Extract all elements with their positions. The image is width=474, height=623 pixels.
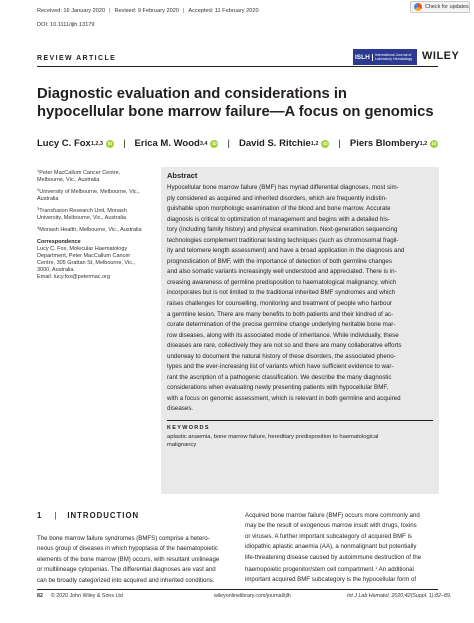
orcid-icon[interactable]: iD xyxy=(431,140,437,146)
affiliation-text: Peter MacCallum Cancer Centre, Melbourne, Vic., Australia xyxy=(37,170,121,183)
abstract-line: ply considered as acquired and inherited disorders, which are frequently indistin- xyxy=(167,194,388,202)
journal-url[interactable]: wileyonlinelibrary.com/journal/ijlh xyxy=(214,593,291,599)
orcid-icon[interactable]: iD xyxy=(212,140,217,146)
abstract-line: incorporates but is not limited to the traditional inherited BMF syndromes and which xyxy=(167,289,396,297)
author-list xyxy=(37,138,438,149)
abstract-box xyxy=(161,167,439,494)
journal-abbrev: ISLH xyxy=(355,54,373,61)
correspondence-heading: Correspondence xyxy=(37,239,81,245)
author-affil-sup: 1,2 xyxy=(310,140,319,147)
abstract-line: diseases. xyxy=(167,405,194,413)
abstract-line: creasing awareness of germline predisposition to haematological malignancy, which xyxy=(167,278,397,286)
doi[interactable]: DOI: 10.1111/ijlh.13179 xyxy=(37,22,95,28)
section-separator: | xyxy=(54,511,58,520)
orcid-icon[interactable]: iD xyxy=(323,140,328,146)
received-date: Received: 16 January 2020 xyxy=(37,8,106,14)
abstract-line: tory (including family history) and physical examination. Next-generation sequencing xyxy=(167,226,398,234)
abstract-line: curate determination of the precise germline change underlying heritable bone mar- xyxy=(167,321,396,329)
author-name[interactable]: David S. Ritchie xyxy=(238,138,311,149)
affiliation xyxy=(37,167,145,184)
author-separator: | xyxy=(227,138,230,149)
abstract-line: prognostication of BMF, with the importance of detection of both germline changes xyxy=(167,257,392,265)
keywords-line: aplastic anaemia, bone marrow failure, hereditary predisposition to haematological xyxy=(167,434,379,441)
body-column-right xyxy=(245,511,438,586)
keywords-text xyxy=(167,433,433,449)
abstract-line: row diseases, along with its associated mode of inheritance. While individually, these xyxy=(167,331,399,339)
orcid-icon[interactable]: iD xyxy=(107,140,113,146)
article-dates: Received: 16 January 2020 | Revised: 9 February 2020 | Accepted: 11 February 2020 xyxy=(37,8,259,14)
abstract-line: considerations when evaluating newly presenting patients with hypocellular BMF, xyxy=(167,384,389,392)
body-line: Acquired bone marrow failure (BMF) occurs more commonly and xyxy=(245,512,420,519)
author-affil-sup: 3,4 xyxy=(199,140,208,147)
abstract-line: technologies complement traditional testing techniques (such as chromosomal fragil- xyxy=(167,236,399,244)
revised-date: Revised: 9 February 2020 xyxy=(114,8,179,14)
body-line: can be broadly categorized into acquired and inherited conditions. xyxy=(37,576,215,584)
body-line: neous group of diseases in which hypoplasia of the haematopoietic xyxy=(37,545,218,553)
affiliation-text: Monash Health, Melbourne, Vic., Australia xyxy=(39,227,142,233)
affiliation-text: Transfusion Research Unit, Monash University, Melbourne, Vic., Australia xyxy=(37,208,127,221)
author-separator: | xyxy=(338,138,341,149)
body-text: An additional xyxy=(377,566,414,574)
correspondence-line: Lucy C. Fox, Molecular Haematology xyxy=(37,246,128,252)
section-number: 1 xyxy=(37,511,43,520)
body-line: or viruses. A further important subcategory of acquired BMF is xyxy=(245,532,412,540)
affiliations-sidebar xyxy=(37,167,145,281)
keywords-rule xyxy=(167,420,433,421)
affiliation-num: 3 xyxy=(37,206,40,211)
author-name[interactable]: Erica M. Wood xyxy=(134,138,200,149)
accepted-date: Accepted: 11 February 2020 xyxy=(188,8,259,14)
journal-logo xyxy=(353,49,417,65)
body-line: elements of the bone marrow (BM) occurs, with resultant unilineage xyxy=(37,555,220,563)
check-updates-label: Check for updates xyxy=(425,4,469,10)
correspondence-line: 3000, Australia. xyxy=(37,267,75,273)
abstract-line: underway to document the natural history of these disorders, the associated pheno- xyxy=(167,352,396,360)
journal-name-line1: International Journal of xyxy=(374,52,412,57)
abstract-line: types and the ever-increasing list of variants which have sufficient evidence to war- xyxy=(167,363,394,371)
body-line: The bone marrow failure syndromes (BMFS) comprise a hetero- xyxy=(37,535,210,542)
copyright: © 2020 John Wiley & Sons Ltd xyxy=(50,593,123,599)
citation: Int J Lab Hematol. 2020;42(Suppl. 1):82–89. xyxy=(347,593,452,599)
abstract-line: rant the ascription of a pathogenic classification. We describe the many diagnostic xyxy=(167,373,392,381)
abstract-line: Hypocellular bone marrow failure (BMF) has myriad differential diagnoses, most sim- xyxy=(167,184,399,191)
correspondence-line: Centre, 305 Grattan St, Melbourne, Vic., xyxy=(37,260,136,266)
affiliation-text: University of Melbourne, Melbourne, Vic., Australia xyxy=(37,189,140,202)
keywords-line: malignancy xyxy=(167,442,197,449)
abstract-heading: Abstract xyxy=(167,171,198,180)
footer-rule xyxy=(37,589,438,590)
reference-sup[interactable]: 1 xyxy=(375,565,378,571)
body-line: idiopathic aplastic anaemia (AA), a nonmalignant but potentially xyxy=(245,543,417,551)
body-line: important acquired BMF subcategory is the hypocellular form of xyxy=(245,576,417,584)
affiliation xyxy=(37,205,145,222)
body-column-left xyxy=(37,534,230,586)
author-name[interactable]: Piers Blombery xyxy=(349,138,420,149)
abstract-line: diseases are rare, collectively they are not so and there are many collaborative efforts xyxy=(167,342,402,350)
abstract-line: with a focus on genomic assessment, which is relevant in both germline and acquired xyxy=(167,394,401,402)
affiliation-num: 4 xyxy=(37,225,40,230)
abstract-line: diagnosis is critical to optimization of management and begins with a detailed his- xyxy=(167,215,390,223)
article-type: REVIEW ARTICLE xyxy=(37,55,117,62)
correspondence-email[interactable]: Email: lucy.fox@petermac.org xyxy=(37,274,111,280)
author-separator: | xyxy=(123,138,126,149)
author-name[interactable]: Lucy C. Fox xyxy=(37,138,91,149)
body-line: or multilineage cytopenias. The differential diagnoses are vast and xyxy=(37,566,216,574)
author-affil-sup: 1,2 xyxy=(419,140,428,147)
affiliation xyxy=(37,224,145,234)
section-heading xyxy=(37,511,139,520)
section-title: INTRODUCTION xyxy=(67,511,140,520)
page-number: 82 xyxy=(37,593,43,599)
abstract-line: ity and telomere length assessment) and have a broad application in the diagnosis and xyxy=(167,247,405,255)
body-text: haemopoietic progenitor/stem cell compartment. xyxy=(245,566,376,574)
article-title: Diagnostic evaluation and considerations in hypocellular bone marrow failure—A focus on genomics xyxy=(37,86,434,120)
header-rule xyxy=(37,66,438,67)
crossmark-icon xyxy=(414,3,422,11)
abstract-line: and also somatic variants increasingly well understood and appreciated. There is in- xyxy=(167,268,397,276)
journal-name-line2: Laboratory Hematology xyxy=(374,57,413,61)
affiliation-num: 2 xyxy=(37,187,40,192)
abstract-line: raises challenges for counselling, monitoring and treatment of people who harbour xyxy=(167,300,392,308)
body-line xyxy=(245,563,438,575)
body-line: may be the result of exogenous marrow insult with drugs, toxins xyxy=(245,522,417,530)
author-affil-sup: 1,2,3 xyxy=(90,140,104,147)
check-for-updates-button[interactable] xyxy=(410,1,470,13)
abstract-line: guishable upon morphologic examination of the blood and bone marrow. Accurate xyxy=(167,205,391,213)
footer-left xyxy=(37,593,123,599)
correspondence-line: Department, Peter MacCallum Cancer xyxy=(37,253,131,259)
abstract-text xyxy=(167,183,433,415)
publisher-logo: WILEY xyxy=(422,50,460,62)
keywords-heading: KEYWORDS xyxy=(167,425,210,432)
affiliation xyxy=(37,186,145,203)
abstract-line: a germline lesion. There are many benefits to both patients and their kindred of ac- xyxy=(167,310,394,318)
affiliation-num: 1 xyxy=(37,168,40,173)
body-line: life-threatening disease caused by autoimmune destruction of the xyxy=(245,553,422,561)
